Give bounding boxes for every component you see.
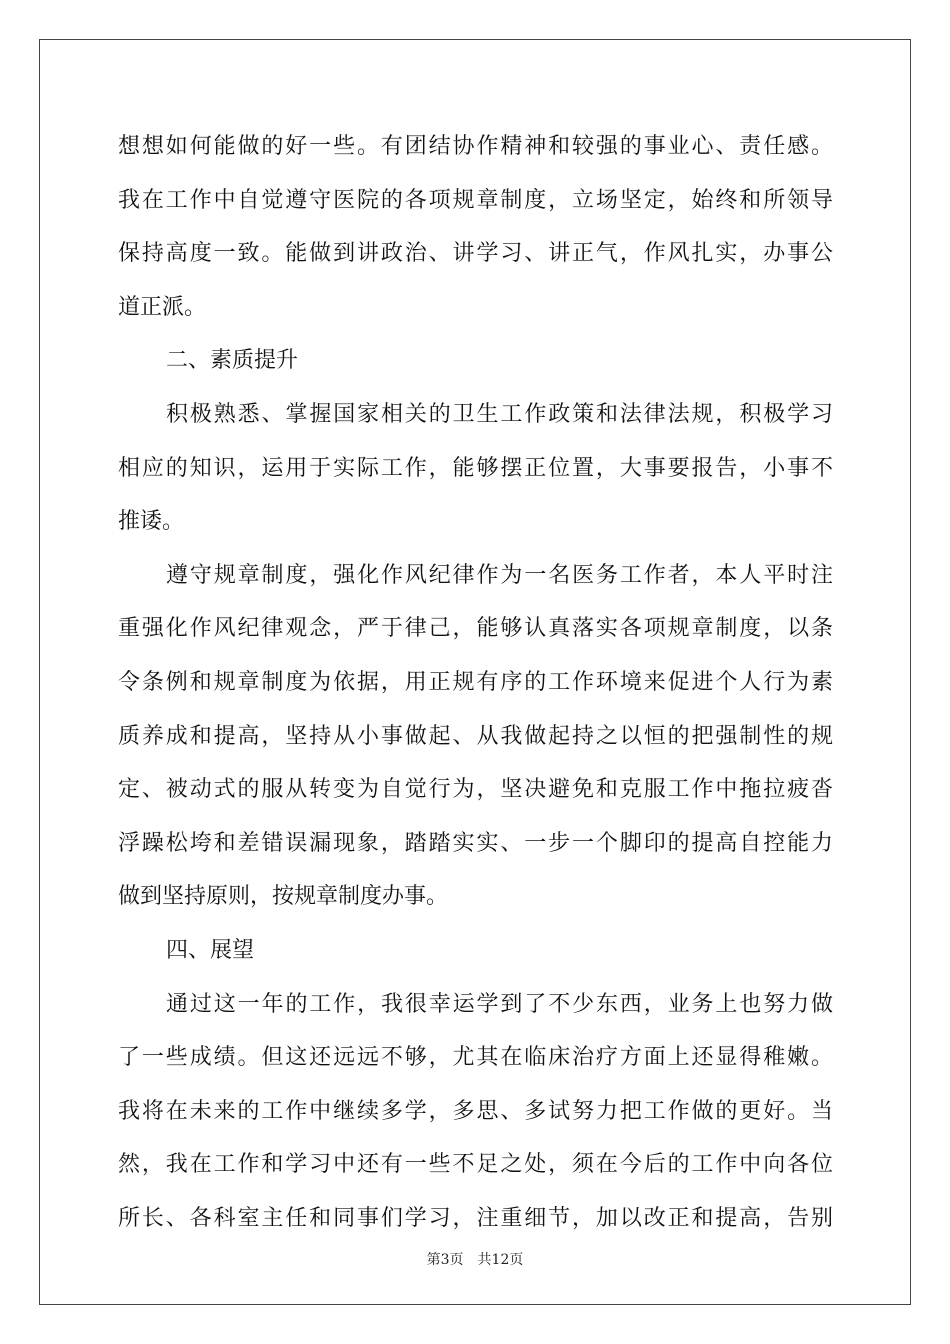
- text-line: 了一些成绩。但这还远远不够，尤其在临床治疗方面上还显得稚嫩。: [118, 1045, 833, 1071]
- text-line: 道正派。: [118, 294, 207, 320]
- text-line: 浮躁松垮和差错误漏现象，踏踏实实、一步一个脚印的提高自控能力: [118, 830, 833, 856]
- text-line: 二、素质提升: [166, 348, 299, 374]
- text-line: 然，我在工作和学习中还有一些不足之处，须在今后的工作中向各位: [118, 1152, 833, 1178]
- text-line: 通过这一年的工作，我很幸运学到了不少东西，业务上也努力做: [166, 991, 833, 1017]
- page-number-current: 第3页: [426, 1252, 464, 1268]
- text-line: 做到坚持原则，按规章制度办事。: [118, 884, 449, 910]
- document-body: [118, 120, 833, 1245]
- page-footer: [0, 1250, 950, 1270]
- text-line: 重强化作风纪律观念，严于律己，能够认真落实各项规章制度，以条: [118, 616, 833, 642]
- text-line: 想想如何能做的好一些。有团结协作精神和较强的事业心、责任感。: [118, 134, 833, 159]
- text-line: 我在工作中自觉遵守医院的各项规章制度，立场坚定，始终和所领导: [118, 187, 833, 213]
- text-line: 相应的知识，运用于实际工作，能够摆正位置，大事要报告，小事不: [118, 455, 833, 481]
- page-number-total: 共12页: [477, 1252, 524, 1268]
- text-line: 我将在未来的工作中继续多学，多思、多试努力把工作做的更好。当: [118, 1098, 833, 1124]
- text-line: 遵守规章制度，强化作风纪律作为一名医务工作者，本人平时注: [166, 562, 833, 588]
- text-line: 推诿。: [118, 509, 185, 535]
- text-line: 保持高度一致。能做到讲政治、讲学习、讲正气，作风扎实，办事公: [118, 241, 833, 267]
- text-line: 定、被动式的服从转变为自觉行为，坚决避免和克服工作中拖拉疲沓: [118, 777, 833, 803]
- text-line: 质养成和提高，坚持从小事做起、从我做起持之以恒的把强制性的规: [118, 723, 833, 749]
- text-line: 四、展望: [166, 937, 255, 963]
- text-line: 所长、各科室主任和同事们学习，注重细节，加以改正和提高，告别: [118, 1205, 833, 1231]
- text-line: 令条例和规章制度为依据，用正规有序的工作环境来促进个人行为素: [118, 669, 833, 695]
- text-line: 积极熟悉、掌握国家相关的卫生工作政策和法律法规，积极学习: [166, 401, 833, 427]
